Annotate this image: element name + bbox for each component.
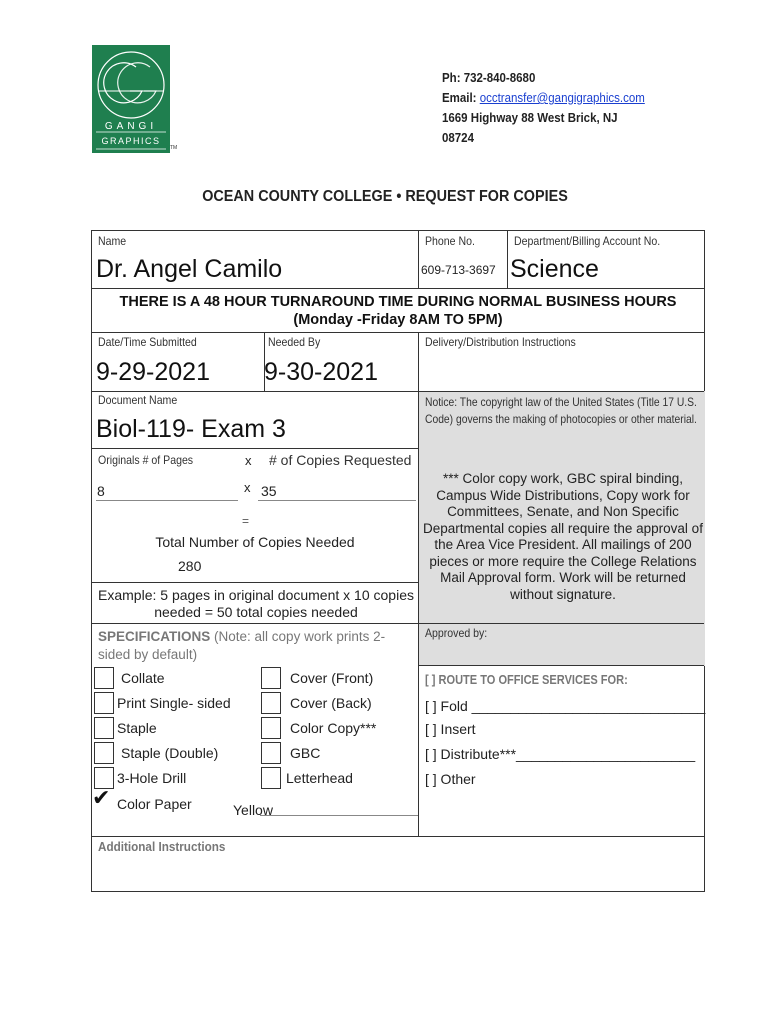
- divider: [92, 288, 704, 289]
- turnaround-line2: (Monday -Friday 8AM TO 5PM): [293, 312, 503, 328]
- specifications-heading: [98, 628, 408, 664]
- cover-back-label: Cover (Back): [290, 695, 372, 711]
- divider: [418, 332, 419, 836]
- copyright-notice: Notice: The copyright law of the United States (Title 17 U.S. Code) governs the making of photocopies or other material.: [425, 395, 697, 426]
- request-form: [91, 230, 705, 892]
- turnaround-line1: THERE IS A 48 HOUR TURNAROUND TIME DURING NORMAL BUSINESS HOURS: [119, 294, 677, 310]
- total-label: Total Number of Copies Needed: [155, 534, 355, 550]
- email-link[interactable]: occtransfer@gangigraphics.com: [479, 91, 645, 105]
- originals-underline: [96, 500, 238, 501]
- contact-email-line: [442, 88, 645, 108]
- submitted-label: Date/Time Submitted: [98, 335, 197, 349]
- logo-line2: GRAPHICS: [101, 136, 161, 146]
- email-label: Email:: [442, 91, 477, 105]
- color-paper-underline: [260, 815, 418, 816]
- contact-address1: 1669 Highway 88 West Brick, NJ: [442, 111, 618, 125]
- phone-label: Phone No.: [425, 234, 475, 248]
- divider: [92, 836, 704, 837]
- name-value[interactable]: Dr. Angel Camilo: [96, 255, 283, 283]
- hole-drill-label: 3-Hole Drill: [117, 770, 187, 786]
- letterhead-checkbox[interactable]: [261, 767, 281, 789]
- route-insert[interactable]: [ ] Insert: [425, 721, 476, 737]
- route-other[interactable]: [ ] Other: [425, 771, 476, 787]
- color-paper-label: Color Paper: [117, 796, 192, 812]
- multiply-sign-2: x: [244, 480, 251, 495]
- collate-label: Collate: [121, 670, 165, 686]
- divider: [507, 231, 508, 288]
- contact-block: [442, 68, 645, 148]
- additional-instructions-label: Additional Instructions: [98, 839, 226, 854]
- cover-front-label: Cover (Front): [290, 670, 374, 686]
- originals-value[interactable]: 8: [97, 483, 105, 499]
- delivery-label: Delivery/Distribution Instructions: [425, 335, 576, 349]
- divider: [418, 231, 419, 288]
- total-value[interactable]: 280: [178, 558, 202, 574]
- divider: [92, 623, 704, 624]
- form-title: OCEAN COUNTY COLLEGE • REQUEST FOR COPIES: [202, 188, 568, 205]
- letterhead-label: Letterhead: [286, 770, 353, 786]
- name-label: Name: [98, 234, 127, 248]
- spec-note: (Note: all copy work prints 2-sided by default): [98, 629, 386, 662]
- dept-value[interactable]: Science: [510, 255, 599, 283]
- divider: [92, 332, 704, 333]
- gbc-checkbox[interactable]: [261, 742, 281, 764]
- cover-front-checkbox[interactable]: [261, 667, 281, 689]
- needed-label: Needed By: [268, 335, 321, 349]
- equals-sign: =: [242, 514, 250, 528]
- single-sided-label: Print Single- sided: [117, 695, 231, 711]
- route-distribute[interactable]: [ ] Distribute***_______________________: [425, 746, 696, 762]
- divider: [92, 391, 704, 392]
- originals-label: Originals # of Pages: [98, 453, 194, 467]
- logo-line1: GANGI: [104, 121, 158, 132]
- multiply-sign: x: [245, 453, 252, 468]
- dept-label: Department/Billing Account No.: [514, 234, 661, 248]
- needed-value[interactable]: 9-30-2021: [264, 358, 378, 386]
- contact-address2: 08724: [442, 131, 474, 145]
- divider: [92, 582, 418, 583]
- divider: [92, 448, 418, 449]
- copies-example: Example: 5 pages in original document x 10 copies needed = 50 total copies needed: [98, 587, 414, 620]
- single-sided-checkbox[interactable]: [94, 692, 114, 714]
- requested-label: # of Copies Requested: [269, 452, 412, 468]
- phone-value[interactable]: 609-713-3697: [421, 263, 496, 277]
- approved-label: Approved by:: [425, 626, 488, 640]
- cover-back-checkbox[interactable]: [261, 692, 281, 714]
- collate-checkbox[interactable]: [94, 667, 114, 689]
- color-copy-checkbox[interactable]: [261, 717, 281, 739]
- requested-value[interactable]: 35: [261, 483, 277, 499]
- gbc-label: GBC: [290, 745, 321, 761]
- gangi-graphics-logo: [92, 45, 178, 153]
- staple-checkbox[interactable]: [94, 717, 114, 739]
- contact-phone: Ph: 732-840-8680: [442, 71, 536, 85]
- route-heading: [ ] ROUTE TO OFFICE SERVICES FOR:: [425, 672, 628, 687]
- divider: [418, 665, 704, 666]
- trademark: TM: [170, 145, 178, 151]
- spec-title: SPECIFICATIONS: [98, 629, 211, 644]
- color-paper-value[interactable]: Yellow: [233, 802, 273, 818]
- approval-policy: *** Color copy work, GBC spiral binding, Campus Wide Distributions, Copy work for Committees, Senate, and Non Specific Departmental copies all require the approval of the Area Vice President. All mailings of 200 pieces or more require the College Relations Mail Approval form. Work will be returned without signature.: [423, 471, 703, 602]
- checkmark-icon: ✔: [92, 785, 111, 810]
- staple-double-checkbox[interactable]: [94, 742, 114, 764]
- document-value[interactable]: Biol-119- Exam 3: [96, 415, 286, 443]
- staple-double-label: Staple (Double): [121, 745, 219, 761]
- staple-label: Staple: [117, 720, 157, 736]
- route-fold[interactable]: [ ] Fold ______________________________: [425, 698, 706, 714]
- color-copy-label: Color Copy***: [290, 720, 377, 736]
- requested-underline: [258, 500, 416, 501]
- submitted-value[interactable]: 9-29-2021: [96, 358, 210, 386]
- document-label: Document Name: [98, 393, 178, 407]
